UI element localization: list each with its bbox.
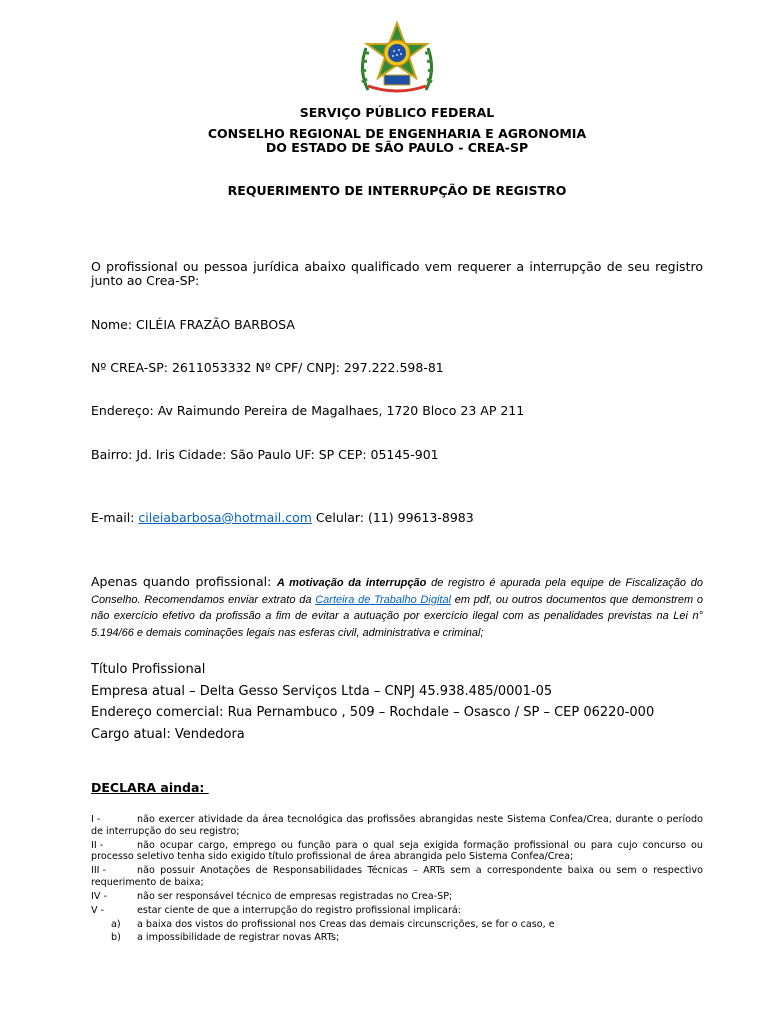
list-item (91, 814, 703, 837)
item-number: V - (91, 904, 105, 916)
motivation-paragraph (91, 574, 703, 641)
ctps-digital-link[interactable]: Carteira de Trabalho Digital (315, 593, 451, 606)
professional-info (91, 659, 654, 745)
brazil-coat-of-arms-icon (354, 20, 440, 98)
item-text: não exercer atividade da área tecnológica das profissões abrangidas neste Sistema Confea/Crea, durante o período de interrupção do seu registro; (91, 814, 703, 837)
list-item (91, 840, 703, 863)
name-field: Nome: CILÉIA FRAZÃO BARBOSA (91, 317, 295, 332)
email-link[interactable]: cileiabarbosa@hotmail.com (138, 510, 312, 525)
motivation-emphasis: A motivação da interrupção (276, 577, 427, 589)
sub-list-item (91, 919, 703, 931)
item-text: estar ciente de que a interrupção do registro profissional implicará: (137, 904, 462, 916)
subitem-text: a baixa dos vistos do profissional nos Creas das demais circunscrições, se for o caso, e (137, 918, 555, 930)
list-item (91, 891, 703, 903)
subitem-letter: b) (111, 932, 121, 943)
motivation-text-2: em pdf, ou outros documentos que demonstrem o não exercício efetivo da profissão a fim de evitar a autuação por exercício ilegal com as penalidades previstas na Lei n° 5.194/66 e demais cominações legais nas esferas civil, administrativa e criminal; (91, 593, 703, 639)
declaration-list (91, 814, 703, 946)
current-company: Empresa atual – Delta Gesso Serviços Ltda – CNPJ 45.938.485/0001-05 (91, 683, 553, 699)
phone-text: Celular: (11) 99613-8983 (311, 510, 474, 525)
item-number: II - (91, 839, 104, 851)
sub-list-item (91, 932, 703, 944)
declaration-heading: DECLARA ainda: (91, 780, 209, 795)
service-title: SERVIÇO PÚBLICO FEDERAL (299, 105, 495, 120)
item-number: I - (91, 814, 101, 825)
item-number: III - (91, 865, 106, 876)
current-position: Cargo atual: Vendedora (91, 726, 245, 742)
subitem-text: a impossibilidade de registrar novas ARTs; (137, 932, 340, 943)
list-item (91, 865, 703, 888)
item-text: não ocupar cargo, emprego ou função para o qual seja exigida formação profissional ou para cujo concurso ou processo seletivo tenha sido exigido título profissional de área abrangida pelo Sistema Confea/Crea; (91, 839, 703, 862)
address-field: Endereço: Av Raimundo Pereira de Magalhaes, 1720 Bloco 23 AP 211 (91, 403, 525, 418)
list-item (91, 905, 703, 917)
motivation-text-1: de registro é apurada pela equipe de Fiscalização do Conselho. Recomendamos enviar extrato da (91, 577, 703, 606)
neighborhood-field: Bairro: Jd. Iris Cidade: São Paulo UF: SP CEP: 05145-901 (91, 447, 439, 462)
email-phone-field (91, 510, 731, 525)
item-number: IV - (91, 890, 107, 902)
council-name-line1: CONSELHO REGIONAL DE ENGENHARIA E AGRONOMIA (207, 126, 587, 141)
professional-title: Título Profissional (91, 662, 206, 677)
motivation-lead: Apenas quando profissional: (91, 574, 277, 589)
document-title: REQUERIMENTO DE INTERRUPÇÃO DE REGISTRO (227, 183, 567, 198)
subitem-letter: a) (111, 918, 121, 930)
item-text: não ser responsável técnico de empresas registradas no Crea-SP; (137, 890, 453, 902)
item-text: não possuir Anotações de Responsabilidades Técnicas – ARTs sem a correspondente baixa ou sem o respectivo requerimento de baixa; (91, 865, 703, 888)
email-label: E-mail: (91, 510, 139, 525)
intro-paragraph: O profissional ou pessoa jurídica abaixo qualificado vem requerer a interrupção de seu registro junto ao Crea-SP: (91, 259, 703, 288)
crea-cpf-field: Nº CREA-SP: 2611053332 Nº CPF/ CNPJ: 297.222.598-81 (91, 360, 444, 375)
council-name-line2: DO ESTADO DE SÃO PAULO - CREA-SP (265, 140, 529, 155)
commercial-address: Endereço comercial: Rua Pernambuco , 509 – Rochdale – Osasco / SP – CEP 06220-000 (91, 705, 655, 720)
